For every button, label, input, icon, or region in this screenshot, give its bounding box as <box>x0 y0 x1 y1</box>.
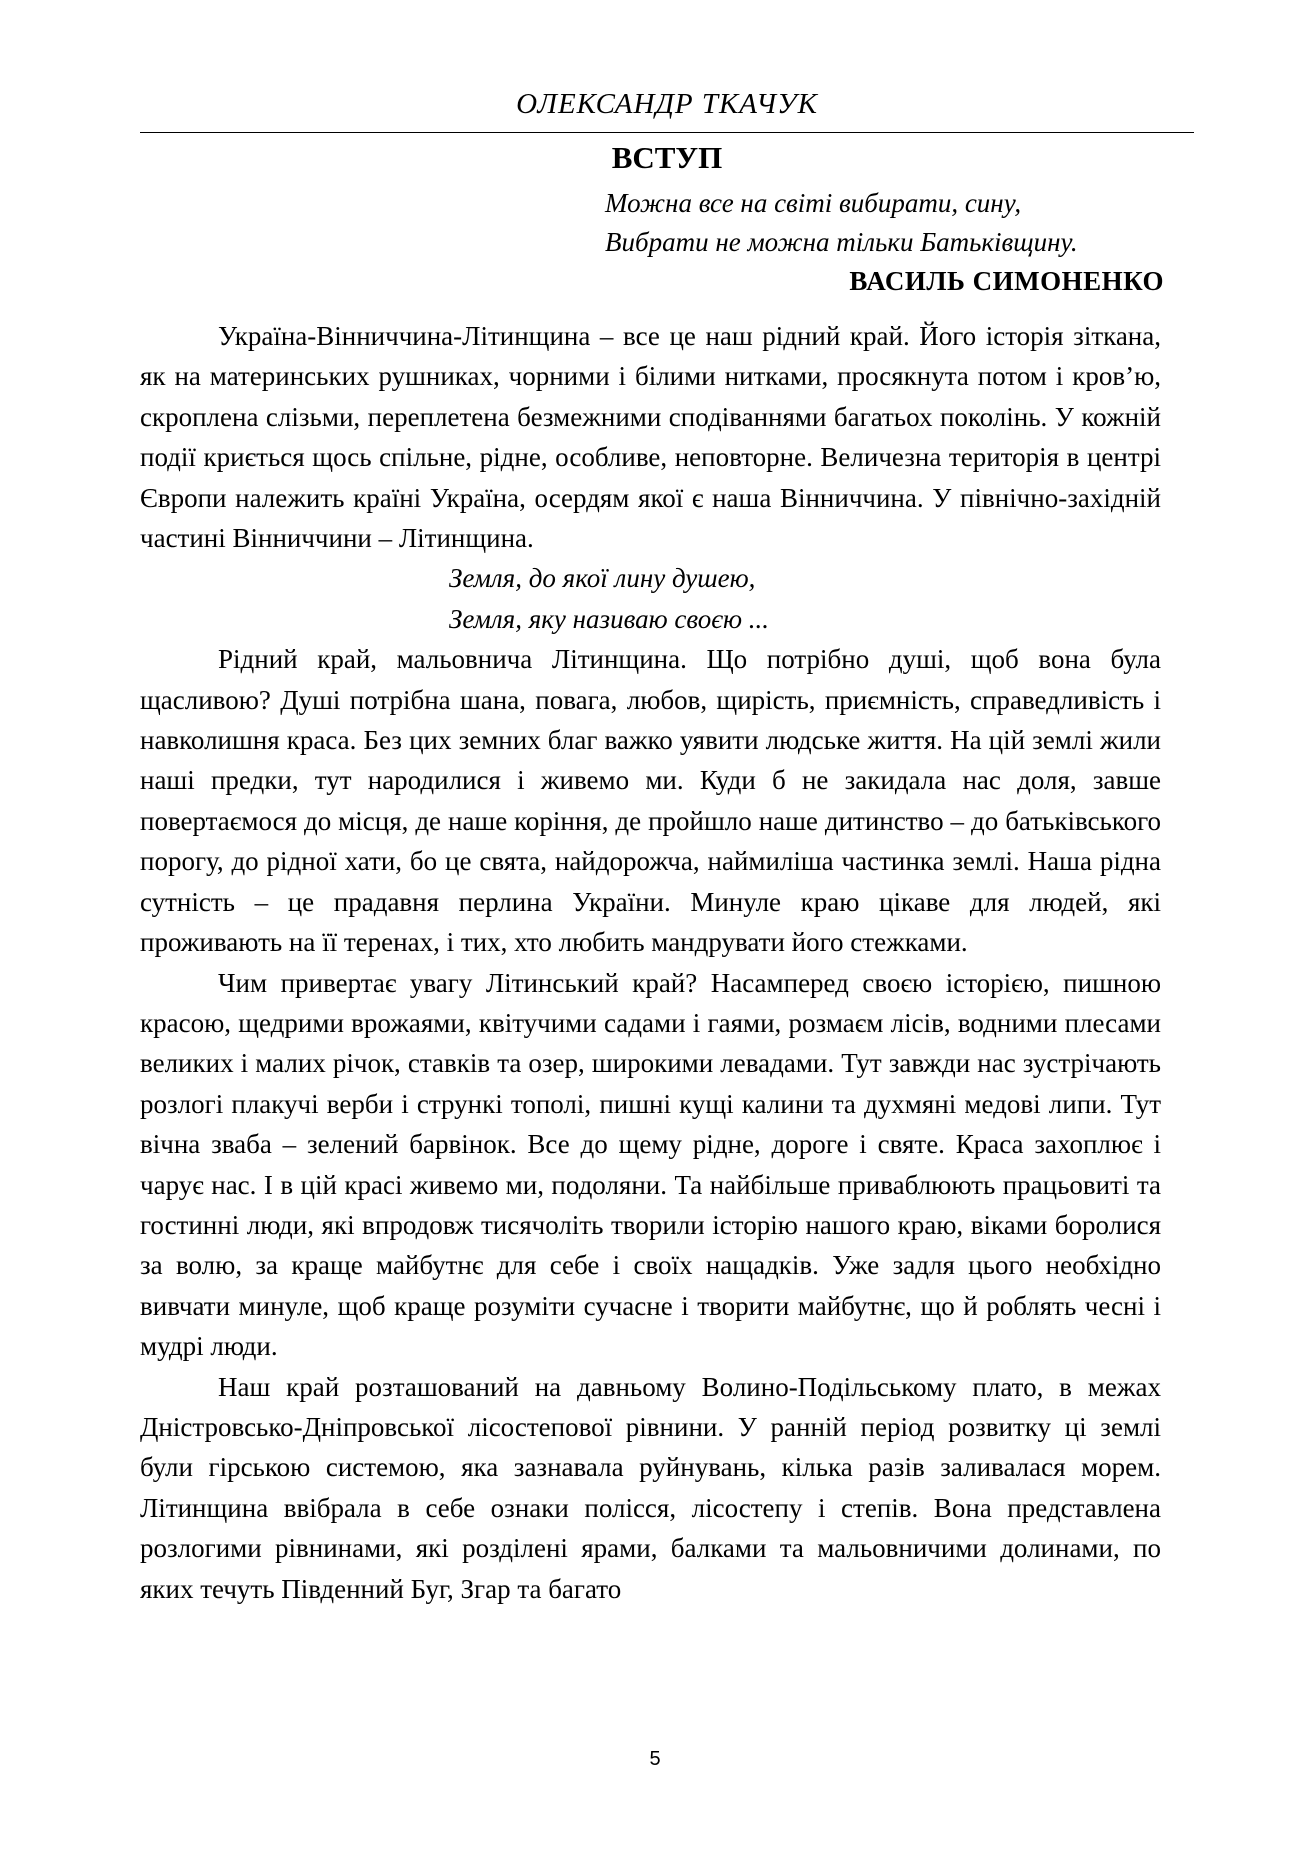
header-rule <box>140 132 1194 133</box>
epigraph-line-1: Можна все на світі вибирати, сину, <box>605 188 1022 218</box>
paragraph-4: Наш край розташований на давньому Волино-Подільському плато, в межах Дністровсько-Дніпровської лісостепової рівнини. У ранній період розвитку ці землі були гірською системою, яка зазнавала руйнувань, кілька разів заливалася морем. Літинщина ввібрала в себе ознаки полісся, лісостепу і степів. Вона представлена розлогими рівнинами, які розділені ярами, балками та мальовничими долинами, по яких течуть Південний Буг, Згар та багато <box>140 1371 1161 1604</box>
chapter-title: ВСТУП <box>611 140 723 175</box>
paragraph-2: Рідний край, мальовнича Літинщина. Що потрібно душі, щоб вона була щасливою? Душі потрібна шана, повага, любов, щирість, приємність, справедливість і навколишня краса. Без цих земних благ важко уявити людське життя. На цій землі жили наші предки, тут народилися і живемо ми. Куди б не закидала нас доля, завше повертаємося до місця, де наше коріння, де пройшло наше дитинство – до батьківського порогу, до рідної хати, бо це свята, найдорожча, наймиліша частинка землі. Наша рідна сутність – це прадавня перлина України. Минуле краю цікаве для людей, які проживають на її теренах, і тих, хто любить мандрувати його стежками. <box>140 644 1161 958</box>
epigraph-line-2: Вибрати не можна тільки Батьківщину. <box>605 227 1078 257</box>
epigraph-author: ВАСИЛЬ СИМОНЕНКО <box>849 266 1164 296</box>
paragraph-1: Україна-Вінниччина-Літинщина – все це наш рідний край. Його історія зіткана, як на материнських рушниках, чорними і білими нитками, просякнута потом і кров’ю, скроплена слізьми, переплетена безмежними сподіваннями багатьох поколінь. У кожній події криється щось спільне, рідне, особливе, неповторне. Величезна територія в центрі Європи належить країні Україна, осердям якої є наша Вінниччина. У північно-західній частині Вінниччини – Літинщина. <box>140 321 1161 554</box>
page-number: 5 <box>649 1748 661 1770</box>
body-text <box>140 316 1161 1609</box>
verse-line-2: Земля, яку називаю своєю ... <box>449 603 770 634</box>
running-header-author: ОЛЕКСАНДР ТКАЧУК <box>516 88 818 120</box>
paragraph-3: Чим привертає увагу Літинський край? Насамперед своєю історією, пишною красою, щедрими врожаями, квітучими садами і гаями, розмаєм лісів, водними плесами великих і малих річок, ставків та озер, широкими левадами. Тут завжди нас зустрічають розлогі плакучі верби і стрункі тополі, пишні кущі калини та духмяні медові липи. Тут вічна зваба – зелений барвінок. Все до щему рідне, дороге і святе. Краса захоплює і чарує нас. І в цій красі живемо ми, подоляни. Та найбільше приваблюють працьовиті та гостинні люди, які впродовж тисячоліть творили історію нашого краю, віками боролися за волю, за краще майбутнє для себе і своїх нащадків. Уже задля цього необхідно вивчати минуле, щоб краще розуміти сучасне і творити майбутнє, що й роблять чесні і мудрі люди. <box>140 967 1161 1362</box>
verse-line-1: Земля, до якої лину душею, <box>449 563 756 594</box>
